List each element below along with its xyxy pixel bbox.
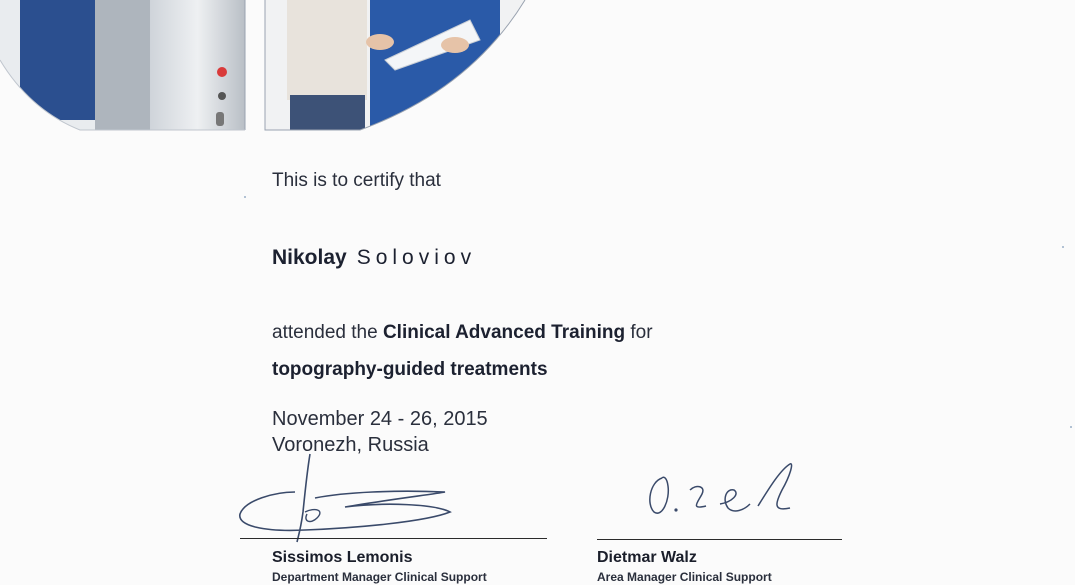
course-name: Clinical Advanced Training	[382, 322, 626, 343]
scan-speck	[1070, 426, 1072, 428]
recipient-last-name: Soloviov	[356, 246, 477, 269]
attended-prefix: attended the	[272, 322, 378, 343]
signature-line-left	[240, 538, 547, 539]
training-location: Voronezh, Russia	[272, 434, 429, 456]
signatory-title-right: Area Manager Clinical Support	[597, 570, 772, 584]
laser-device-photo	[0, 0, 245, 130]
header-photo-banner	[0, 0, 540, 140]
signature-line-right	[597, 539, 842, 540]
recipient-first-name: Nikolay	[272, 246, 347, 269]
certify-intro: This is to certify that	[272, 170, 441, 191]
attended-suffix: for	[630, 322, 653, 343]
training-date: November 24 - 26, 2015	[272, 408, 488, 430]
signatory-title-left: Department Manager Clinical Support	[272, 570, 487, 584]
recipient-name	[272, 246, 476, 270]
course-topic: topography-guided treatments	[272, 359, 548, 380]
attendance-line	[272, 322, 653, 344]
scan-speck	[244, 196, 246, 198]
people-photo	[265, 0, 525, 130]
scan-speck	[1062, 246, 1064, 248]
signature-lemonis	[235, 452, 465, 544]
signatory-name-left: Sissimos Lemonis	[272, 549, 413, 566]
signature-walz	[640, 460, 810, 524]
signatory-name-right: Dietmar Walz	[597, 549, 697, 566]
